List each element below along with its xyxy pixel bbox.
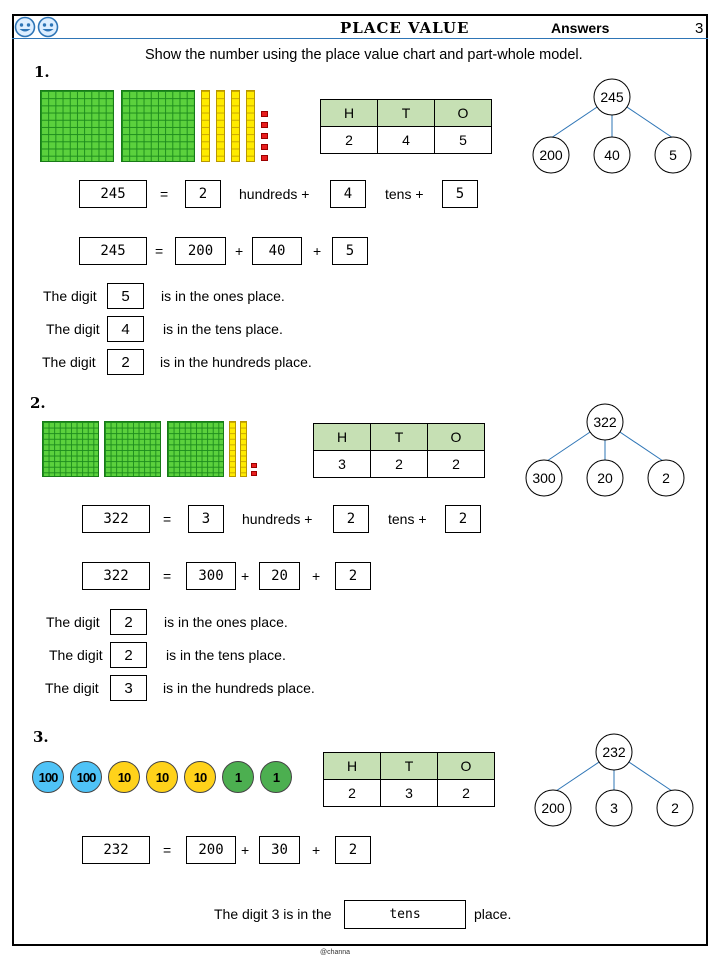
hundreds-value-box[interactable]: 200 — [186, 836, 236, 864]
ten-rod — [201, 90, 210, 162]
part-value: 3 — [610, 800, 618, 816]
plus-sign: + — [241, 842, 250, 858]
hundred-block — [104, 421, 161, 477]
part-whole-model — [525, 75, 700, 180]
coin-1: 1 — [222, 761, 254, 793]
ones-box[interactable]: 2 — [445, 505, 481, 533]
hundreds-place-label: is in the hundreds place. — [160, 354, 312, 370]
hundreds-value-box[interactable]: 300 — [186, 562, 236, 590]
ten-rod — [240, 421, 247, 477]
total-box[interactable]: 232 — [82, 836, 150, 864]
total-box[interactable]: 322 — [82, 505, 150, 533]
digit-sentence: The digit 3 is in the — [214, 906, 332, 922]
place-value-chart — [320, 99, 492, 154]
pv-header-hundreds: H — [324, 753, 381, 780]
page-number: 3 — [695, 20, 704, 37]
pv-header-tens: T — [378, 100, 435, 127]
hundreds-box[interactable]: 2 — [185, 180, 221, 208]
equals-sign: = — [160, 186, 169, 202]
ones-box[interactable]: 5 — [442, 180, 478, 208]
header-divider — [12, 38, 708, 39]
coin-10: 10 — [184, 761, 216, 793]
smiley-icons — [14, 16, 60, 38]
the-digit-label: The digit — [46, 321, 100, 337]
plus-sign: + — [312, 842, 321, 858]
ten-rod — [246, 90, 255, 162]
whole-value: 245 — [600, 89, 624, 105]
coin-10: 10 — [146, 761, 178, 793]
hundred-block — [40, 90, 114, 162]
plus-sign: + — [313, 243, 322, 259]
answers-label: Answers — [551, 20, 610, 36]
digit-box[interactable]: 2 — [110, 609, 147, 635]
question-number: 2. — [30, 394, 46, 412]
pv-value-ones: 5 — [435, 127, 492, 154]
pv-header-ones: O — [428, 424, 485, 451]
tens-place-label: is in the tens place. — [163, 321, 283, 337]
tens-place-label: is in the tens place. — [166, 647, 286, 663]
pv-value-ones: 2 — [438, 780, 495, 807]
part-value: 5 — [669, 147, 677, 163]
part-value: 200 — [541, 800, 565, 816]
the-digit-label: The digit — [45, 680, 99, 696]
coin-10: 10 — [108, 761, 140, 793]
pv-value-ones: 2 — [428, 451, 485, 478]
part-value: 40 — [604, 147, 620, 163]
ones-place-label: is in the ones place. — [161, 288, 285, 304]
place-value-chart — [323, 752, 495, 807]
plus-sign: + — [241, 568, 250, 584]
part-whole-model — [527, 730, 702, 835]
equals-sign: = — [163, 511, 172, 527]
hundreds-value-box[interactable]: 200 — [175, 237, 226, 265]
pv-value-hundreds: 2 — [324, 780, 381, 807]
pv-header-tens: T — [381, 753, 438, 780]
pv-header-ones: O — [438, 753, 495, 780]
ten-rod — [229, 421, 236, 477]
pv-header-hundreds: H — [314, 424, 371, 451]
the-digit-label: The digit — [46, 614, 100, 630]
coin-100: 100 — [32, 761, 64, 793]
digit-box[interactable]: 2 — [107, 349, 144, 375]
total-box[interactable]: 245 — [79, 237, 147, 265]
the-digit-label: The digit — [42, 354, 96, 370]
pv-value-tens: 2 — [371, 451, 428, 478]
pv-header-ones: O — [435, 100, 492, 127]
hundred-block — [42, 421, 99, 477]
plus-sign: + — [235, 243, 244, 259]
tens-value-box[interactable]: 40 — [252, 237, 302, 265]
total-box[interactable]: 322 — [82, 562, 150, 590]
tens-plus-label: tens + — [388, 511, 427, 527]
place-label: place. — [474, 906, 512, 922]
total-box[interactable]: 245 — [79, 180, 147, 208]
hundreds-box[interactable]: 3 — [188, 505, 224, 533]
ones-value-box[interactable]: 5 — [332, 237, 368, 265]
smiley-icon — [16, 18, 35, 37]
whole-value: 322 — [593, 414, 617, 430]
coin-1: 1 — [260, 761, 292, 793]
one-cube — [251, 463, 257, 468]
ten-rod — [216, 90, 225, 162]
pv-value-hundreds: 3 — [314, 451, 371, 478]
tens-plus-label: tens + — [385, 186, 424, 202]
equals-sign: = — [163, 842, 172, 858]
one-cube — [261, 155, 268, 161]
pv-header-hundreds: H — [321, 100, 378, 127]
part-value: 2 — [662, 470, 670, 486]
part-value: 20 — [597, 470, 613, 486]
page-title: PLACE VALUE — [340, 19, 470, 37]
place-answer-box[interactable]: tens — [344, 900, 466, 929]
question-number: 1. — [34, 63, 50, 81]
digit-box[interactable]: 4 — [107, 316, 144, 342]
the-digit-label: The digit — [43, 288, 97, 304]
hundreds-plus-label: hundreds + — [239, 186, 310, 202]
ones-value-box[interactable]: 2 — [335, 836, 371, 864]
pv-value-tens: 4 — [378, 127, 435, 154]
question-number: 3. — [33, 728, 49, 746]
hundreds-plus-label: hundreds + — [242, 511, 313, 527]
digit-box[interactable]: 5 — [107, 283, 144, 309]
the-digit-label: The digit — [49, 647, 103, 663]
tens-value-box[interactable]: 30 — [259, 836, 300, 864]
equals-sign: = — [163, 568, 172, 584]
ones-place-label: is in the ones place. — [164, 614, 288, 630]
hundred-block — [167, 421, 224, 477]
one-cube — [251, 471, 257, 476]
coin-100: 100 — [70, 761, 102, 793]
digit-box[interactable]: 3 — [110, 675, 147, 701]
footer-credit: @channa — [320, 949, 351, 956]
ten-rod — [231, 90, 240, 162]
instruction-text: Show the number using the place value chart and part-whole model. — [145, 47, 583, 63]
pv-header-tens: T — [371, 424, 428, 451]
part-value: 2 — [671, 800, 679, 816]
hundred-block — [121, 90, 195, 162]
tens-box[interactable]: 4 — [330, 180, 366, 208]
tens-value-box[interactable]: 20 — [259, 562, 300, 590]
one-cube — [261, 144, 268, 150]
part-value: 200 — [539, 147, 563, 163]
tens-box[interactable]: 2 — [333, 505, 369, 533]
pv-value-tens: 3 — [381, 780, 438, 807]
digit-box[interactable]: 2 — [110, 642, 147, 668]
plus-sign: + — [312, 568, 321, 584]
one-cube — [261, 133, 268, 139]
one-cube — [261, 122, 268, 128]
pv-value-hundreds: 2 — [321, 127, 378, 154]
one-cube — [261, 111, 268, 117]
smiley-icon — [39, 18, 58, 37]
hundreds-place-label: is in the hundreds place. — [163, 680, 315, 696]
equals-sign: = — [155, 243, 164, 259]
place-value-chart — [313, 423, 485, 478]
part-value: 300 — [532, 470, 556, 486]
part-whole-model — [518, 400, 693, 505]
ones-value-box[interactable]: 2 — [335, 562, 371, 590]
whole-value: 232 — [602, 744, 626, 760]
